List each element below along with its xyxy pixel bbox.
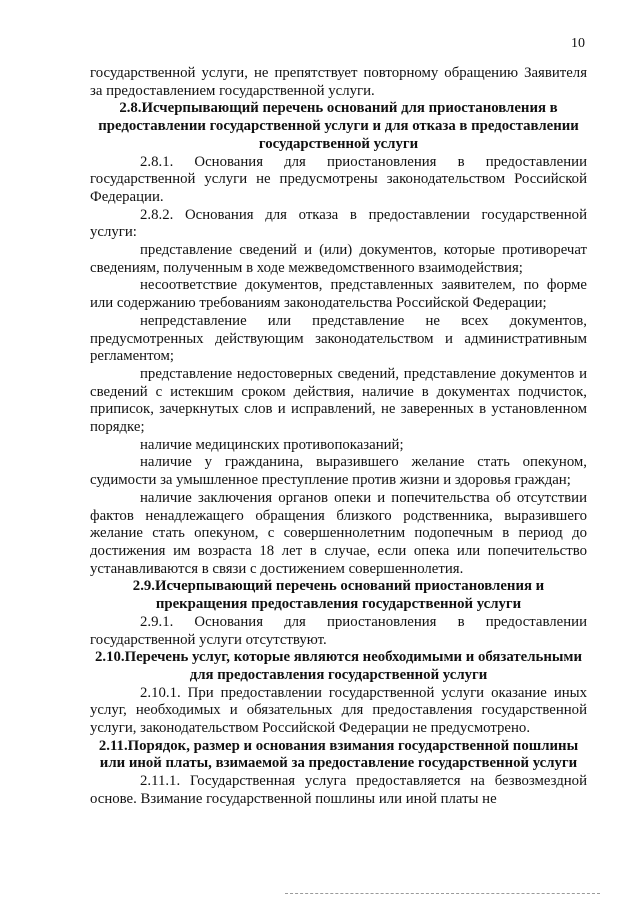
- body-paragraph: 2.8.1. Основания для приостановления в предоставлении государственной услуги не предусмотрены законодательством Российской Федерации.: [90, 153, 587, 205]
- body-paragraph: 2.9.1. Основания для приостановления в предоставлении государственной услуги отсутствуют.: [90, 613, 587, 648]
- body-paragraph: 2.10.1. При предоставлении государственной услуги оказание иных услуг, необходимых и обязательных для предоставления государственной услуги, законодательством Российской Федерации не предусмотрено.: [90, 684, 587, 737]
- section-heading: 2.8.Исчерпывающий перечень оснований для приостановления в предоставлении государственной услуги и для отказа в предоставлении государственной услуги: [98, 100, 579, 152]
- body-paragraph: 2.11.1. Государственная услуга предоставляется на безвозмездной основе. Взимание государственной пошлины или иной платы не: [90, 773, 587, 807]
- document-body: [90, 65, 587, 809]
- body-paragraph: наличие у гражданина, выразившего желание стать опекуном, судимости за умышленное преступление против жизни и здоровья граждан;: [90, 454, 587, 489]
- body-paragraph: наличие заключения органов опеки и попечительства об отсутствии фактов ненадлежащего обращения близкого родственника, выразившего желание стать опекуном, с совершеннолетним подопечным в период до достижения им возраста 18 лет в случае, если опека или попечительство устанавливаются в связи с достижением совершеннолетия.: [90, 489, 587, 577]
- section-heading: 2.10.Перечень услуг, которые являются необходимыми и обязательными для предоставления государственной услуги: [94, 649, 583, 683]
- body-paragraph: представление сведений и (или) документов, которые противоречат сведениям, полученным в ходе межведомственного взаимодействия;: [90, 242, 587, 276]
- body-paragraph: представление недостоверных сведений, представление документов и сведений с истекшим сроком действия, наличие в документах подчисток, приписок, зачеркнутых слов и исправлений, не заверенных в установленном порядке;: [90, 365, 587, 436]
- section-heading: 2.9.Исчерпывающий перечень оснований приостановления и прекращения предоставления государственной услуги: [132, 578, 545, 613]
- body-paragraph: непредставление или представление не всех документов, предусмотренных действующим законодательством и административным регламентом;: [90, 312, 587, 365]
- body-paragraph: несоответствие документов, представленных заявителем, по форме или содержанию требованиям законодательства Российской Федерации;: [90, 277, 587, 312]
- page-number: 10: [571, 36, 585, 51]
- scan-artifact-line: [285, 893, 600, 894]
- body-paragraph: 2.8.2. Основания для отказа в предоставлении государственной услуги:: [90, 206, 587, 241]
- section-heading: 2.11.Порядок, размер и основания взимания государственной пошлины или иной платы, взимаемой за предоставление государственной услуги: [98, 737, 579, 772]
- continued-paragraph: государственной услуги, не препятствует повторному обращению Заявителя за предоставлением государственной услуги.: [90, 65, 587, 99]
- body-paragraph: наличие медицинских противопоказаний;: [140, 436, 404, 453]
